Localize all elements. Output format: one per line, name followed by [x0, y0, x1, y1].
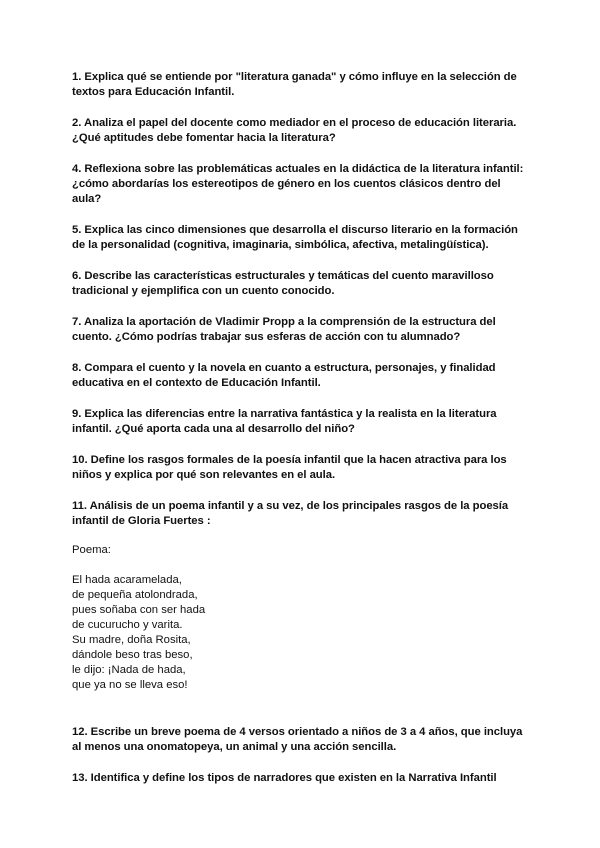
question-11: 11. Análisis de un poema infantil y a su vez, de los principales rasgos de la poesía infantil de Gloria Fuertes :: [72, 500, 509, 527]
poem-line: que ya no se lleva eso!: [72, 679, 188, 691]
poem-block: [72, 543, 532, 693]
question-12: 12. Escribe un breve poema de 4 versos orientado a niños de 3 a 4 años, que incluya al menos una onomatopeya, un animal y una acción sencilla.: [72, 726, 523, 753]
question-10: 10. Define los rasgos formales de la poesía infantil que la hacen atractiva para los niños y explica por qué son relevantes en el aula.: [72, 454, 507, 481]
question-7: 7. Analiza la aportación de Vladimir Propp a la comprensión de la estructura del cuento. ¿Cómo podrías trabajar sus esferas de acción con tu alumnado?: [72, 316, 496, 343]
poem-line: de cucurucho y varita.: [72, 619, 183, 631]
poem-line: dándole beso tras beso,: [72, 649, 193, 661]
poem-line: Su madre, doña Rosita,: [72, 634, 191, 646]
question-6: 6. Describe las características estructurales y temáticas del cuento maravilloso tradicional y ejemplifica con un cuento conocido.: [72, 270, 494, 297]
question-1: 1. Explica qué se entiende por "literatura ganada" y cómo influye en la selección de textos para Educación Infantil.: [72, 71, 517, 98]
question-2: 2. Analiza el papel del docente como mediador en el proceso de educación literaria. ¿Qué aptitudes debe fomentar hacia la literatura?: [72, 117, 517, 144]
poem-line: pues soñaba con ser hada: [72, 604, 206, 616]
poem-line: de pequeña atolondrada,: [72, 589, 198, 601]
poem-line: le dijo: ¡Nada de hada,: [72, 664, 186, 676]
question-13: 13. Identifica y define los tipos de narradores que existen en la Narrativa Infantil: [72, 772, 497, 784]
question-9: 9. Explica las diferencias entre la narrativa fantástica y la realista en la literatura infantil. ¿Qué aporta cada una al desarrollo del niño?: [72, 408, 497, 435]
question-8: 8. Compara el cuento y la novela en cuanto a estructura, personajes, y finalidad educativa en el contexto de Educación Infantil.: [72, 362, 496, 389]
poem-label: Poema:: [72, 544, 111, 556]
question-4: 4. Reflexiona sobre las problemáticas actuales en la didáctica de la literatura infantil: ¿cómo abordarías los estereotipos de género en los cuentos clásicos dentro del aula?: [72, 163, 524, 205]
poem-line: El hada acaramelada,: [72, 574, 182, 586]
question-5: 5. Explica las cinco dimensiones que desarrolla el discurso literario en la formación de la personalidad (cognitiva, imaginaria, simbólica, afectiva, metalingüística).: [72, 224, 518, 251]
document-page: [72, 70, 532, 786]
